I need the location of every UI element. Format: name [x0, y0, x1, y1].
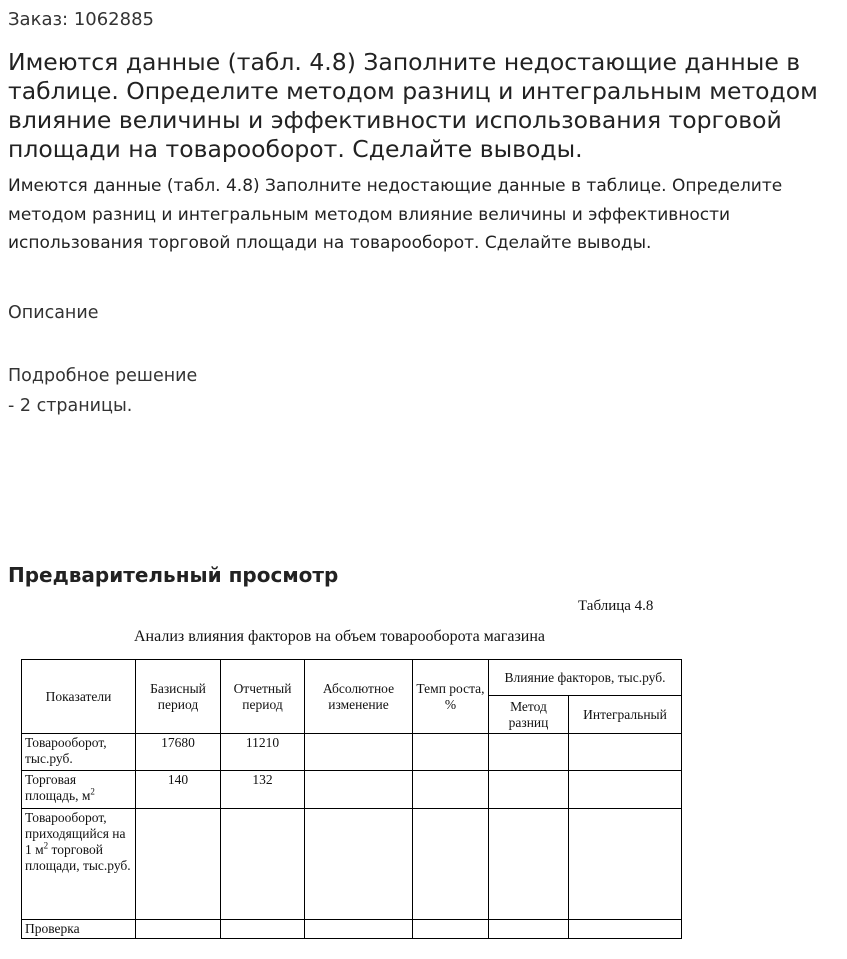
table-caption: Анализ влияния факторов на объем товарооборота магазина	[134, 628, 546, 645]
row-base-value: 17680	[136, 734, 221, 771]
header-indicators: Показатели	[22, 660, 136, 734]
table-row	[22, 734, 682, 771]
row-base-value	[136, 809, 221, 920]
row-report-value: 132	[221, 771, 305, 809]
empty-cell	[569, 920, 682, 939]
preview-heading: Предварительный просмотр	[8, 563, 339, 587]
row-base-value: 140	[136, 771, 221, 809]
empty-cell	[569, 734, 682, 771]
empty-cell	[305, 734, 413, 771]
header-absolute-change: Абсолютное изменение	[305, 660, 413, 734]
empty-cell	[305, 809, 413, 920]
preview-image	[0, 590, 847, 959]
table-number: Таблица 4.8	[578, 598, 654, 614]
row-indicator: Проверка	[22, 920, 136, 939]
empty-cell	[413, 734, 489, 771]
row-report-value	[221, 809, 305, 920]
row-report-value: 11210	[221, 734, 305, 771]
empty-cell	[305, 771, 413, 809]
row-indicator: Торговая площадь, $м^2$	[22, 771, 136, 809]
empty-cell	[413, 920, 489, 939]
empty-cell	[489, 809, 569, 920]
row-base-value	[136, 920, 221, 939]
table-row	[22, 920, 682, 939]
empty-cell	[413, 771, 489, 809]
description-label: Описание	[8, 303, 99, 323]
header-integral: Интегральный	[569, 696, 682, 734]
empty-cell	[569, 771, 682, 809]
empty-cell	[569, 809, 682, 920]
row-report-value	[221, 920, 305, 939]
header-diff-method: Метод разниц	[489, 696, 569, 734]
task-description: Имеются данные (табл. 4.8) Заполните недостающие данные в таблице. Определите методом разниц и интегральным методом влияние величины и эффективности использования торговой площади на товарооборот. Сделайте выводы.	[8, 176, 783, 253]
empty-cell	[489, 771, 569, 809]
table-row	[22, 809, 682, 920]
empty-cell	[489, 734, 569, 771]
analysis-table	[21, 659, 682, 939]
empty-cell	[305, 920, 413, 939]
task-title: Имеются данные (табл. 4.8) Заполните недостающие данные в таблице. Определите методом разниц и интегральным методом влияние величины и эффективности использования торговой площади на товарооборот. Сделайте выводы.	[8, 48, 818, 163]
header-growth-rate: Темп роста, %	[413, 660, 489, 734]
header-report-period: Отчетный период	[221, 660, 305, 734]
row-indicator: Товарооборот, тыс.руб.	[22, 734, 136, 771]
solution-label: Подробное решение	[8, 366, 198, 386]
order-number: Заказ: 1062885	[8, 9, 154, 30]
header-base-period: Базисный период	[136, 660, 221, 734]
row-indicator: Товарооборот, приходящийся на 1 $м^2$ торговой площади, тыс.руб.	[22, 809, 136, 920]
empty-cell	[413, 809, 489, 920]
empty-cell	[489, 920, 569, 939]
header-factor-influence: Влияние факторов, тыс.руб.	[489, 660, 682, 696]
table-row	[22, 771, 682, 809]
pages-info: - 2 страницы.	[8, 396, 133, 416]
